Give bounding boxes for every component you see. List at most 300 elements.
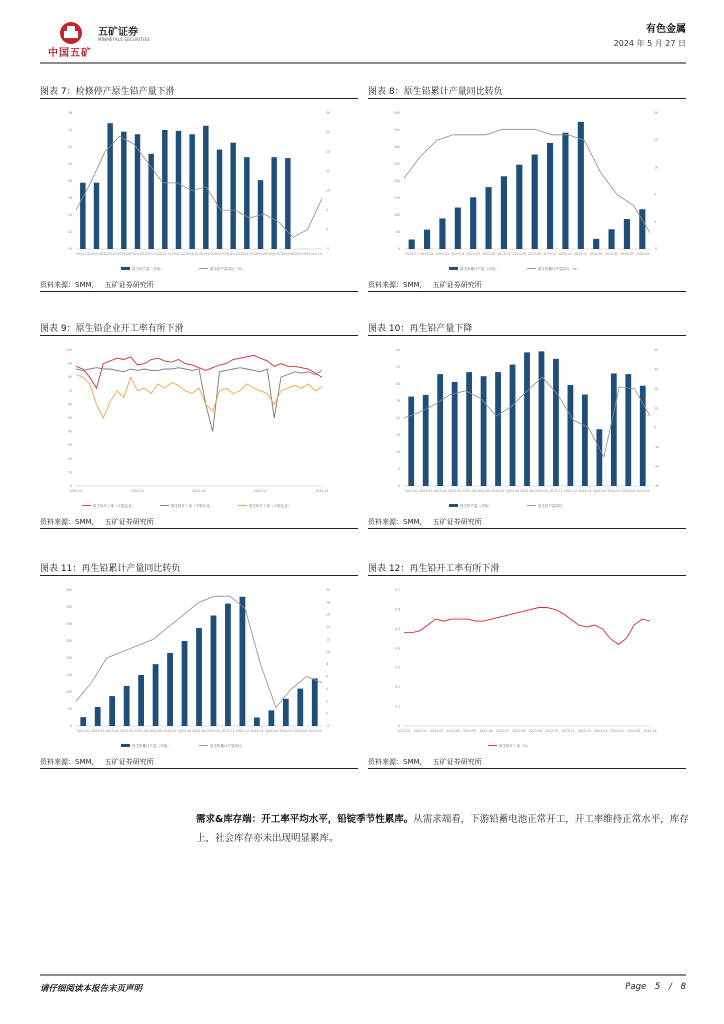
y-tick-label: 35	[395, 365, 400, 369]
x-tick-label: 2023-06	[479, 729, 493, 733]
y2-tick-label: 20	[326, 588, 331, 592]
y-tick-label: 30	[395, 382, 400, 386]
x-tick-label: 2023-10	[206, 729, 221, 733]
y-tick-label: 60	[67, 402, 72, 407]
chart-7-svg	[40, 99, 358, 279]
bar	[547, 143, 553, 249]
legend-swatch	[449, 267, 458, 270]
x-tick-label: 2024-02	[199, 252, 213, 256]
x-tick-label: 2023-05	[76, 252, 90, 256]
bar	[283, 699, 289, 726]
y-tick-label: 300	[65, 622, 72, 626]
bar	[254, 718, 260, 727]
bar	[568, 385, 574, 486]
chart-title: 图表 10：再生铅产量下降	[368, 322, 686, 336]
x-tick-label: 2023-09	[528, 252, 542, 256]
chart-11-svg	[40, 576, 358, 756]
bar	[312, 678, 318, 726]
x-tick-label: 2023-06	[89, 252, 104, 256]
legend-label: 再生铅累计产量（万吨）	[132, 744, 171, 748]
y-tick-label: 50	[395, 230, 400, 234]
y2-tick-label: 25	[326, 130, 331, 135]
x-tick-label: 2024-02	[264, 729, 279, 733]
chart-panel-8	[368, 85, 686, 292]
x-tick-label: 2023-12	[235, 729, 250, 733]
x-tick-label: 2024-02	[610, 729, 624, 733]
x-tick-label: 2023-12	[577, 729, 592, 733]
minmetals-logo-icon	[58, 20, 84, 46]
chart-source: 资料来源：SMM， 五矿证券研究所	[368, 756, 686, 769]
bar	[562, 133, 568, 249]
x-tick-label: 2023-05	[462, 489, 476, 493]
chart-area	[40, 336, 358, 516]
y2-tick-label: 14	[326, 625, 331, 630]
y-tick-label: 10	[67, 470, 72, 475]
x-tick-label: 2023-06	[481, 252, 496, 256]
y-tick-label: 100	[65, 690, 72, 694]
chart-title: 图表 8：原生铅累计产量同比转负	[368, 85, 686, 99]
y-tick-label: 10	[395, 450, 400, 454]
chart-panel-12	[368, 562, 686, 769]
x-tick-label: 2023-01	[76, 729, 90, 733]
x-tick-label: 2024-04	[226, 252, 240, 256]
chart-source: 资料来源：SMM， 五矿证券研究所	[40, 516, 358, 529]
y-tick-label: 400	[393, 111, 400, 115]
bar	[167, 653, 173, 726]
bar	[578, 122, 584, 249]
legend-label: 再生铅产量同比	[538, 504, 563, 508]
y-tick-label: 26	[67, 196, 72, 200]
x-tick-label: 2023-01	[253, 489, 268, 493]
x-tick-label: 2023-07	[497, 252, 511, 256]
x-tick-label: 2024-02	[604, 252, 619, 256]
x-tick-label: 2023-11	[221, 729, 235, 733]
x-tick-label: 2024-03	[212, 252, 227, 256]
x-tick-label: 2023-01	[308, 729, 322, 733]
chart-area	[368, 336, 686, 516]
bar	[423, 395, 429, 486]
y2-tick-label: 5	[654, 192, 657, 197]
x-tick-label: 2023-03	[430, 729, 444, 733]
bar	[424, 230, 430, 249]
x-tick-label: 2023-02	[420, 252, 434, 256]
y-tick-label: 20	[67, 247, 72, 251]
bar	[455, 208, 461, 249]
y-tick-label: 24	[67, 213, 72, 217]
legend-swatch	[121, 267, 130, 270]
y-tick-label: 200	[393, 179, 400, 183]
bar	[271, 157, 276, 249]
x-tick-label: 2024-04	[635, 252, 649, 256]
bar	[107, 123, 112, 249]
x-tick-label: 2023-01	[397, 729, 411, 733]
x-tick-label: 2024-04	[293, 729, 307, 733]
bar	[510, 365, 516, 486]
y2-tick-label: -5	[326, 247, 330, 251]
bar	[501, 176, 507, 249]
y-tick-label: 30	[67, 443, 72, 448]
y-tick-label: 0	[397, 247, 400, 251]
y-tick-label: 0.2	[394, 685, 400, 690]
bar	[196, 628, 202, 726]
x-tick-label: 2023-11	[561, 729, 575, 733]
bar	[495, 372, 501, 486]
legend-label: 原生铅产量同比（%）	[210, 267, 245, 271]
y-tick-label: 0.6	[394, 607, 400, 612]
bar	[582, 395, 588, 486]
bar	[153, 664, 159, 726]
y-tick-label: 20	[67, 456, 72, 461]
bar	[639, 209, 645, 249]
y-tick-label: 5	[397, 467, 400, 471]
y2-tick-label: 15	[654, 138, 659, 143]
x-tick-label: 2023-12	[574, 252, 588, 256]
x-tick-label: 2024-02	[592, 489, 607, 493]
x-tick-label: 2024-03	[279, 729, 293, 733]
chart-panel-7	[40, 85, 358, 292]
y2-tick-label: 30	[654, 367, 659, 372]
y2-tick-label: 12	[326, 637, 331, 642]
y-tick-label: 0	[69, 724, 72, 728]
bar	[625, 374, 631, 486]
y-tick-label: 70	[67, 388, 72, 393]
y-tick-label: 50	[67, 416, 72, 420]
bar	[268, 710, 274, 726]
x-tick-label: 2023-05	[466, 252, 480, 256]
y2-tick-label: 10	[326, 188, 331, 193]
y2-tick-label: 20	[326, 149, 331, 154]
bar	[297, 689, 303, 726]
x-tick-label: 2023-05	[134, 729, 148, 733]
y2-tick-label: 30	[326, 111, 331, 115]
bar	[244, 157, 249, 249]
legend-swatch	[121, 744, 130, 747]
bar	[80, 717, 86, 726]
y2-tick-label: 15	[326, 169, 331, 174]
y-tick-label: 0.7	[394, 588, 400, 592]
brand-name: 五矿证券	[98, 27, 138, 38]
y2-tick-label: 40	[654, 348, 659, 352]
y-tick-label: 350	[65, 605, 72, 609]
chart-10-svg	[368, 336, 686, 516]
chart-title: 图表 11：再生铅累计产量同比转负	[40, 562, 358, 576]
x-tick-label: 2023-11	[558, 252, 573, 256]
bar	[470, 197, 476, 249]
chart-8-svg	[368, 99, 686, 279]
bar	[611, 373, 617, 486]
x-tick-label: 2024-01	[594, 729, 608, 733]
x-tick-label: 2023-10	[544, 729, 559, 733]
x-tick-label: 2023-07	[491, 489, 505, 493]
x-tick-label: 2023-11	[158, 252, 172, 256]
y2-tick-label: 20	[654, 111, 659, 115]
y-tick-label: 350	[393, 128, 400, 132]
y-tick-label: 250	[65, 639, 72, 643]
x-tick-label: 2024-01	[315, 489, 329, 493]
legend-label: 原生铅累计产量同比（%）	[538, 267, 580, 271]
bar	[148, 154, 153, 249]
y-tick-label: 0.5	[394, 626, 400, 631]
x-tick-label: 2022-01	[192, 489, 206, 493]
bar	[95, 707, 101, 726]
legend-label: 原生铅开工率（大型企业）	[93, 504, 135, 508]
report-date: 2024 年 5 月 27 日	[613, 39, 686, 48]
bar	[516, 165, 522, 249]
brand-english: MINMETALS SECURITIES	[98, 37, 150, 42]
bar	[240, 597, 246, 726]
x-tick-label: 2023-11	[549, 489, 563, 493]
y2-tick-label: 8	[326, 662, 329, 667]
x-tick-label: 2024-01	[250, 729, 264, 733]
y-tick-label: 300	[393, 145, 400, 149]
paragraph-heading: 需求&库存端：开工率平均水平，铅锭季节性累库。	[196, 814, 414, 825]
y-tick-label: 400	[65, 588, 72, 592]
x-tick-label: 2021-01	[130, 489, 145, 493]
x-tick-label: 2023-10	[534, 489, 549, 493]
logo-chinese-text: 中国五矿	[48, 48, 92, 59]
y-tick-label: 0.3	[394, 665, 400, 670]
chart-source: 资料来源：SMM， 五矿证券研究所	[368, 516, 686, 529]
y2-tick-label: -20	[654, 464, 660, 469]
x-tick-label: 2024-07	[267, 252, 281, 256]
chart-title: 图表 12：再生铅开工率有所下滑	[368, 562, 686, 576]
x-tick-label: 2023-05	[462, 729, 477, 733]
bar	[162, 130, 167, 249]
y2-tick-label: -5	[654, 247, 658, 251]
x-tick-label: 2023-07	[163, 729, 177, 733]
x-tick-label: 2024-01	[185, 252, 199, 256]
report-header	[40, 18, 690, 60]
y2-tick-label: 20	[654, 386, 659, 391]
y-tick-label: 22	[67, 230, 72, 234]
x-tick-label: 2023-07	[495, 729, 510, 733]
y-tick-label: 250	[393, 162, 400, 166]
x-tick-label: 2023-06	[148, 729, 163, 733]
bar	[109, 696, 115, 726]
y2-tick-label: 18	[326, 600, 331, 605]
x-tick-label: 2024-03	[626, 729, 641, 733]
bar	[466, 372, 472, 486]
y-tick-label: 0	[397, 724, 400, 728]
bar	[121, 132, 126, 249]
legend-label: 原生铅产量（万吨）	[132, 267, 164, 271]
bar	[485, 187, 491, 249]
bar	[553, 359, 559, 486]
chart-source: 资料来源：SMM， 五矿证券研究所	[368, 279, 686, 292]
bar	[124, 686, 130, 726]
y2-tick-label: 10	[326, 649, 331, 654]
x-tick-label: 2023-01	[636, 489, 650, 493]
x-tick-label: 2023-04	[119, 729, 134, 733]
bar	[285, 158, 290, 249]
y2-tick-label: 10	[654, 165, 659, 170]
y-tick-label: 150	[65, 673, 72, 677]
disclaimer-note: 请仔细阅读本报告末页声明	[40, 984, 143, 994]
legend-label: 原生铅开工率（小型企业）	[249, 504, 291, 508]
x-tick-label: 2024-08	[281, 252, 295, 256]
y-tick-label: 20	[395, 416, 400, 420]
y2-tick-label: -2	[326, 724, 330, 728]
y2-tick-label: 16	[326, 612, 331, 617]
x-tick-label: 2023-02	[91, 729, 105, 733]
y2-tick-label: -30	[654, 484, 660, 488]
bar	[217, 150, 222, 249]
y-tick-label: 15	[395, 433, 400, 437]
body-paragraph	[196, 810, 691, 848]
y-tick-label: 34	[67, 128, 72, 132]
paragraph-text: 从需求端看，下游铅蓄电池正常开工，开工率维持正常水平，库存上，社会库存亦未出现明显累库。	[196, 814, 689, 844]
bar	[481, 376, 487, 486]
bar	[94, 183, 99, 249]
x-tick-label: 2023-09	[520, 489, 534, 493]
x-tick-label: 2024-03	[620, 252, 634, 256]
x-tick-label: 2023-02	[413, 729, 428, 733]
legend-label: 再生铅产量（万吨）	[460, 504, 492, 508]
bar	[408, 397, 414, 486]
bar	[596, 429, 602, 486]
page-number: Page 5 / 8	[625, 982, 686, 992]
bar	[608, 229, 614, 249]
x-tick-label: 2023-04	[447, 489, 462, 493]
chart-panel-9	[40, 322, 358, 529]
bar	[176, 131, 181, 249]
bar	[593, 239, 599, 249]
bar	[80, 183, 85, 249]
x-tick-label: 2023-04	[451, 252, 465, 256]
x-tick-label: 2023-09	[192, 729, 206, 733]
header-divider	[40, 62, 686, 64]
chart-panel-10	[368, 322, 686, 529]
y-tick-label: 40	[67, 429, 72, 434]
chart-source: 资料来源：SMM， 五矿证券研究所	[40, 279, 358, 292]
y2-tick-label: 0	[654, 219, 657, 224]
y-tick-label: 100	[393, 213, 400, 217]
x-tick-label: 2023-03	[105, 729, 119, 733]
chart-title: 图表 7：检修停产原生铅产量下滑	[40, 85, 358, 99]
y2-tick-label: 6	[326, 674, 329, 679]
y-tick-label: 100	[65, 348, 72, 352]
bar	[230, 143, 235, 249]
x-tick-label: 2023-12	[563, 489, 578, 493]
y-tick-label: 30	[67, 162, 72, 166]
bar	[211, 616, 217, 727]
x-tick-label: 2023-09	[130, 252, 145, 256]
bar	[409, 239, 415, 249]
x-tick-label: 2024-10	[308, 252, 322, 256]
legend-label: 原生铅累计产量（万吨）	[460, 267, 499, 271]
x-tick-label: 2024-03	[607, 489, 621, 493]
x-tick-label: 2024-01	[589, 252, 603, 256]
chart-area	[368, 99, 686, 279]
x-tick-label: 2023-01	[404, 489, 418, 493]
bar	[189, 134, 194, 249]
legend-label: 再生铅开工率（%）	[499, 744, 531, 748]
x-tick-label: 2023-02	[419, 489, 433, 493]
y-tick-label: 32	[67, 145, 72, 149]
x-tick-label: 2023-10	[543, 252, 557, 256]
x-tick-label: 2023-03	[435, 252, 450, 256]
y-tick-label: 28	[67, 179, 72, 183]
y2-tick-label: 4	[326, 686, 329, 691]
series-line	[76, 368, 322, 432]
bar	[138, 675, 144, 726]
y2-tick-label: -10	[654, 445, 660, 450]
x-tick-label: 2023-03	[433, 489, 447, 493]
x-tick-label: 2023-08	[512, 252, 526, 256]
x-tick-label: 2023-09	[528, 729, 542, 733]
chart-12-svg	[368, 576, 686, 756]
y-tick-label: 0	[397, 484, 400, 488]
x-tick-label: 2023-08	[117, 252, 131, 256]
chart-panel-11	[40, 562, 358, 769]
y-tick-label: 0.4	[394, 646, 400, 651]
x-tick-label: 2024-04	[621, 489, 635, 493]
y-tick-label: 0.1	[394, 704, 400, 709]
x-tick-label: 2024-09	[294, 252, 309, 256]
y-tick-label: 0	[69, 484, 72, 488]
y-tick-label: 25	[395, 399, 400, 403]
x-tick-label: 2023-10	[144, 252, 158, 256]
bar	[624, 219, 630, 249]
bar	[439, 218, 445, 249]
legend-label: 再生铅累计产量同比	[210, 744, 242, 748]
legend-swatch	[449, 504, 458, 507]
bar	[524, 352, 530, 486]
y-tick-label: 200	[65, 656, 72, 660]
bar	[225, 604, 231, 726]
chart-area	[40, 576, 358, 756]
bar	[452, 382, 458, 486]
x-tick-label: 2024-05	[240, 252, 254, 256]
chart-area	[40, 99, 358, 279]
series-line	[76, 355, 322, 388]
x-tick-label: 2024-01	[578, 489, 592, 493]
series-line	[404, 129, 650, 232]
y-tick-label: 40	[395, 348, 400, 352]
y2-tick-label: 0	[654, 425, 657, 430]
y-tick-label: 80	[67, 375, 72, 380]
legend-label: 原生铅开工率（中型企业）	[171, 504, 213, 508]
y-tick-label: 36	[67, 111, 72, 115]
x-tick-label: 2023-12	[171, 252, 186, 256]
x-tick-label: 2024-04	[643, 729, 657, 733]
chart-area	[368, 576, 686, 756]
y2-tick-label: 0	[326, 227, 329, 232]
x-tick-label: 2023-01	[405, 252, 419, 256]
bar	[437, 374, 443, 486]
chart-title: 图表 9：原生铅企业开工率有所下滑	[40, 322, 358, 336]
x-tick-label: 2023-08	[512, 729, 526, 733]
bar	[182, 641, 188, 726]
bar	[539, 351, 545, 486]
x-tick-label: 2023-08	[177, 729, 192, 733]
bar	[640, 386, 646, 486]
bar	[532, 154, 538, 249]
y-tick-label: 50	[67, 707, 72, 711]
x-tick-label: 2023-06	[476, 489, 491, 493]
x-tick-label: 2024-06	[253, 252, 268, 256]
x-tick-label: 2020-01	[69, 489, 83, 493]
x-tick-label: 2023-04	[446, 729, 460, 733]
section-title: 有色金属	[646, 24, 686, 35]
y2-tick-label: 5	[326, 208, 329, 213]
y-tick-label: 150	[393, 196, 400, 200]
x-tick-label: 2023-08	[505, 489, 520, 493]
series-line	[76, 375, 322, 419]
chart-source: 资料来源：SMM， 五矿证券研究所	[40, 756, 358, 769]
footer-divider	[40, 974, 686, 976]
y2-tick-label: 2	[326, 699, 329, 704]
